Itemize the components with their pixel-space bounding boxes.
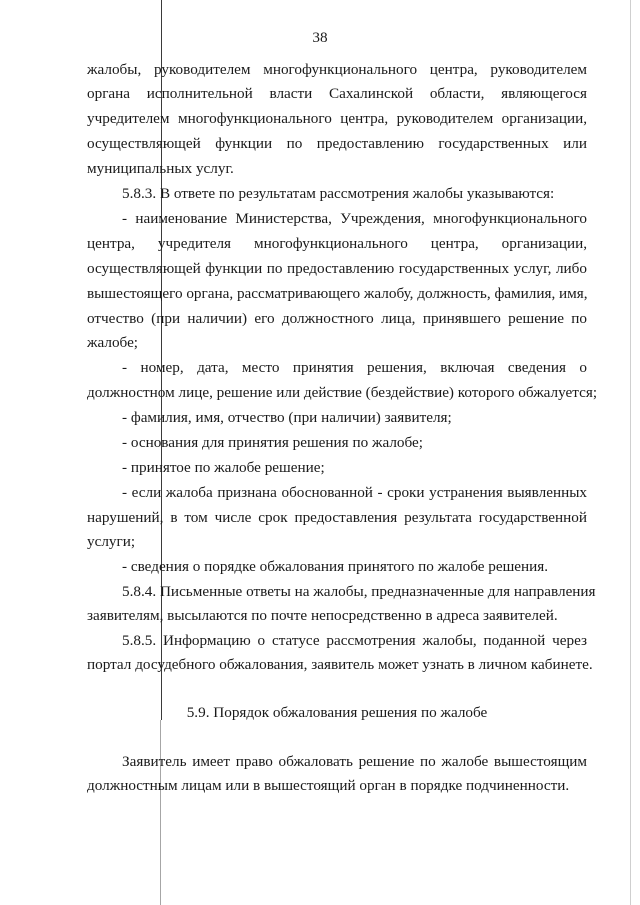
scan-edge-line: [630, 0, 631, 905]
section-heading: 5.9. Порядок обжалования решения по жалобе: [186, 704, 488, 721]
text-line: жалобы, руководителем многофункционального центра, руководителем: [87, 61, 587, 78]
text-line: учредителем многофункционального центра, руководителем организации,: [87, 110, 587, 127]
text-line: центра, учредителя многофункционального центра, организации,: [87, 235, 587, 252]
text-line: жалобе;: [87, 334, 139, 351]
text-line: осуществляющей функции по предоставлению государственных или: [87, 135, 587, 152]
list-item: - если жалоба признана обоснованной - сроки устранения выявленных: [122, 484, 587, 501]
list-item: - наименование Министерства, Учреждения, многофункционального: [122, 210, 587, 227]
text-line: должностном лице, решение или действие (бездействие) которого обжалуется;: [87, 384, 598, 401]
clause-5-8-4: 5.8.4. Письменные ответы на жалобы, предназначенные для направления: [122, 583, 596, 600]
clause-5-8-3: 5.8.3. В ответе по результатам рассмотрения жалобы указываются:: [122, 185, 555, 202]
page-number: 38: [312, 29, 328, 46]
scan-artifact-line: [160, 720, 161, 905]
text-line: нарушений, в том числе срок предоставления результата государственной: [87, 509, 587, 526]
list-item: - основания для принятия решения по жалобе;: [122, 434, 423, 451]
clause-5-8-5: 5.8.5. Информацию о статусе рассмотрения жалобы, поданной через: [122, 632, 587, 649]
text-line: должностным лицам или в вышестоящий орган в порядке подчиненности.: [87, 777, 570, 794]
text-line: муниципальных услуг.: [87, 160, 234, 177]
text-line: услуги;: [87, 533, 136, 550]
list-item: - сведения о порядке обжалования принятого по жалобе решения.: [122, 558, 549, 575]
text-line: заявителям, высылаются по почте непосредственно в адреса заявителей.: [87, 607, 558, 624]
text-line: органа исполнительной власти Сахалинской области, являющегося: [87, 85, 587, 102]
text-line: осуществляющей функции по предоставлению государственных услуг, либо: [87, 260, 587, 277]
list-item: - фамилия, имя, отчество (при наличии) заявителя;: [122, 409, 452, 426]
paragraph-line: Заявитель имеет право обжаловать решение по жалобе вышестоящим: [122, 753, 587, 770]
list-item: - принятое по жалобе решение;: [122, 459, 325, 476]
text-line: отчество (при наличии) его должностного лица, принявшего решение по: [87, 310, 587, 327]
text-line: портал досудебного обжалования, заявитель может узнать в личном кабинете.: [87, 656, 593, 673]
list-item: - номер, дата, место принятия решения, включая сведения о: [122, 359, 587, 376]
text-line: вышестоящего органа, рассматривающего жалобу, должность, фамилия, имя,: [87, 285, 588, 302]
